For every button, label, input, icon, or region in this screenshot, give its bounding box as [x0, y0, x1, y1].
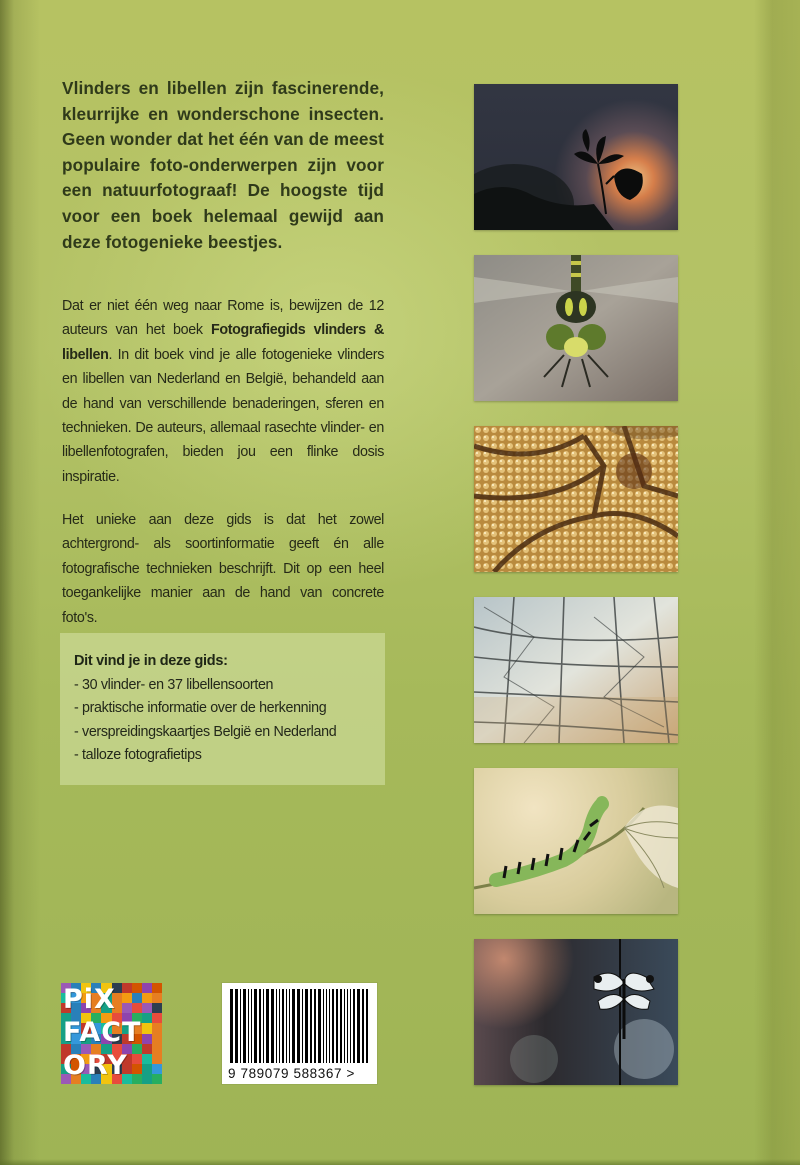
swallowtail-caterpillar-photo — [474, 768, 678, 914]
features-title: Dit vind je in deze gids: — [74, 653, 228, 669]
features-item: - talloze fotografietips — [74, 747, 202, 764]
isbn-barcode — [222, 983, 377, 1084]
cover-bottom-edge — [0, 1159, 800, 1165]
features-item: - 30 vlinder- en 37 libellensoorten — [74, 677, 274, 693]
features-box — [60, 633, 385, 785]
features-item: - praktische informatie over de herkenning — [74, 700, 327, 717]
features-item: - verspreidingskaartjes België en Nederland — [74, 723, 337, 740]
butterfly-wing-drops-photo — [474, 426, 678, 572]
dragonfly-head-photo — [474, 255, 678, 401]
intro-text: Vlinders en libellen zijn fascinerende, kleurrijke en wonderschone insecten. Geen wonder dat het één van de meest populaire foto-onderwerpen zijn voor een natuurfotograaf! De hoogste tijd voor een boek helemaal gewijd aan deze fotogenieke beestjes. — [62, 78, 384, 252]
cover-edge-shading — [754, 0, 800, 1165]
pixfactory-logo — [61, 983, 162, 1084]
description-paragraph-1: Dat er niet één weg naar Rome is, bewijzen de 12 auteurs van het boek Fotografiegids vlinders & libellen. In dit boek vind je alle fotogenieke vlinders en libellen van Nederland en België, behandeld aan de hand van verschillende benaderingen, sferen en technieken. De auteurs, allemaal rasechte vlinder- en libellenfotografen, bieden jou een flinke dosis inspiratie. — [62, 298, 384, 485]
butterfly-silhouette-photo — [474, 84, 678, 230]
description-paragraph-2: Het unieke aan deze gids is dat het zowel achtergrond- als soortinformatie geeft én alle fotografische technieken beschrijft. Dit op een heel toegankelijke manier aan de hand van concrete foto's. — [62, 512, 384, 626]
isbn-digits: 9 789079 588367 > — [228, 1066, 355, 1081]
dragonfly-silhouette-photo — [474, 939, 678, 1085]
logo-text: PiX FACT ORY — [63, 984, 142, 1081]
book-title-bold: Fotografiegids vlinders & libellen — [62, 322, 384, 363]
dragonfly-wing-veins-photo — [474, 597, 678, 743]
